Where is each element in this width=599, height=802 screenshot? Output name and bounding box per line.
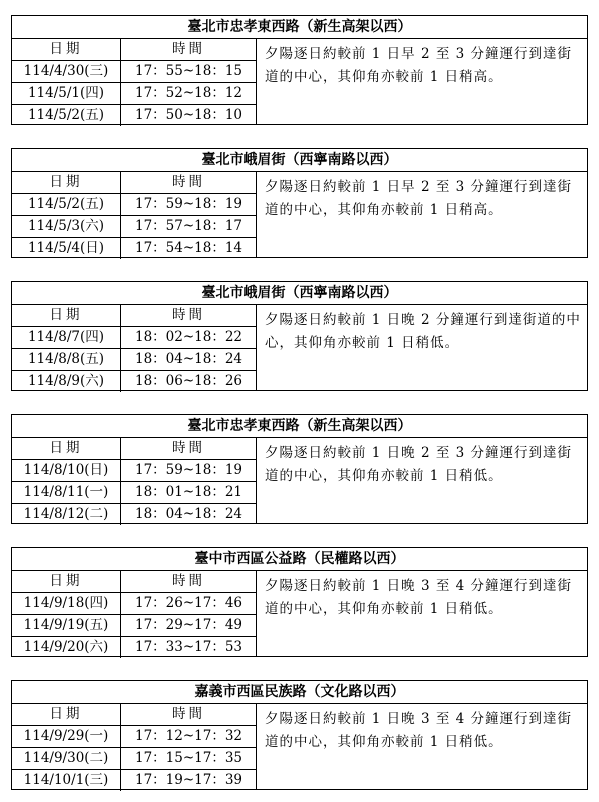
date-cell: 114/9/30(二) <box>12 748 121 769</box>
table-row <box>12 748 256 770</box>
schedule-table <box>12 305 257 391</box>
date-cell: 114/5/2(五) <box>12 194 121 215</box>
block-note: 夕陽逐日約較前 1 日晚 3 至 4 分鐘運行到達街道的中心，其仰角亦較前 1 日稍低。 <box>265 578 573 617</box>
date-cell: 114/8/11(一) <box>12 482 121 503</box>
block-note: 夕陽逐日約較前 1 日晚 2 分鐘運行到達街道的中心，其仰角亦較前 1 日稍低。 <box>265 312 581 351</box>
block-body <box>12 305 587 391</box>
date-cell: 114/5/2(五) <box>12 105 121 126</box>
date-cell: 114/8/10(日) <box>12 460 121 481</box>
schedule-table <box>12 172 257 258</box>
schedule-block <box>11 547 588 657</box>
time-cell: 18：02~18：22 <box>134 329 243 345</box>
table-row <box>12 216 256 238</box>
schedule-block <box>11 15 588 125</box>
block-note: 夕陽逐日約較前 1 日晚 2 至 3 分鐘運行到達街道的中心，其仰角亦較前 1 日稍低。 <box>265 445 573 484</box>
table-row <box>12 615 256 637</box>
time-header: 時間 <box>172 573 205 589</box>
time-cell: 17：54~18：14 <box>134 240 243 256</box>
table-row <box>12 726 256 748</box>
date-cell: 114/5/4(日) <box>12 238 121 259</box>
time-header: 時間 <box>172 41 205 57</box>
table-row <box>12 327 256 349</box>
time-cell: 18：04~18：24 <box>134 506 243 522</box>
time-cell: 17：50~18：10 <box>134 107 243 123</box>
date-cell: 114/8/9(六) <box>12 371 121 392</box>
date-cell: 114/9/19(五) <box>12 615 121 636</box>
time-cell: 17：55~18：15 <box>134 63 243 79</box>
schedule-block <box>11 148 588 258</box>
schedule-block <box>11 414 588 524</box>
date-cell: 114/10/1(三) <box>12 770 121 791</box>
date-header: 日期 <box>12 305 121 326</box>
table-row <box>12 482 256 504</box>
date-cell: 114/8/8(五) <box>12 349 121 370</box>
date-header: 日期 <box>12 571 121 592</box>
table-row <box>12 194 256 216</box>
schedule-table <box>12 704 257 790</box>
date-header: 日期 <box>12 172 121 193</box>
date-cell: 114/9/20(六) <box>12 637 121 658</box>
table-header-row <box>12 438 256 460</box>
date-cell: 114/5/1(四) <box>12 83 121 104</box>
time-header: 時間 <box>172 706 205 722</box>
table-header-row <box>12 305 256 327</box>
date-cell: 114/4/30(三) <box>12 61 121 82</box>
table-row <box>12 83 256 105</box>
schedule-table <box>12 571 257 657</box>
time-cell: 18：04~18：24 <box>134 351 243 367</box>
block-body <box>12 571 587 657</box>
block-title: 嘉義市西區民族路（文化路以西） <box>12 681 587 704</box>
date-cell: 114/9/18(四) <box>12 593 121 614</box>
time-cell: 18：01~18：21 <box>134 484 243 500</box>
time-cell: 17：52~18：12 <box>134 85 243 101</box>
block-body <box>12 438 587 524</box>
block-note: 夕陽逐日約較前 1 日晚 3 至 4 分鐘運行到達街道的中心，其仰角亦較前 1 日稍低。 <box>265 711 573 750</box>
block-title: 臺北市峨眉街（西寧南路以西） <box>12 149 587 172</box>
table-row <box>12 770 256 791</box>
date-cell: 114/8/12(二) <box>12 504 121 525</box>
block-body <box>12 39 587 125</box>
time-cell: 18：06~18：26 <box>134 373 243 389</box>
table-row <box>12 593 256 615</box>
table-header-row <box>12 39 256 61</box>
table-row <box>12 460 256 482</box>
block-title: 臺北市峨眉街（西寧南路以西） <box>12 282 587 305</box>
block-title: 臺北市忠孝東西路（新生高架以西） <box>12 415 587 438</box>
schedule-block <box>11 281 588 391</box>
date-cell: 114/5/3(六) <box>12 216 121 237</box>
date-header: 日期 <box>12 704 121 725</box>
table-header-row <box>12 172 256 194</box>
block-body <box>12 704 587 790</box>
time-cell: 17：15~17：35 <box>134 750 243 766</box>
schedule-block <box>11 680 588 790</box>
block-body <box>12 172 587 258</box>
date-header: 日期 <box>12 39 121 60</box>
time-header: 時間 <box>172 307 205 323</box>
time-cell: 17：19~17：39 <box>134 772 243 788</box>
table-header-row <box>12 704 256 726</box>
table-row <box>12 61 256 83</box>
time-header: 時間 <box>172 440 205 456</box>
date-header: 日期 <box>12 438 121 459</box>
block-note: 夕陽逐日約較前 1 日早 2 至 3 分鐘運行到達街道的中心，其仰角亦較前 1 日稍高。 <box>265 179 573 218</box>
table-row <box>12 238 256 259</box>
time-cell: 17：29~17：49 <box>134 617 243 633</box>
time-cell: 17：59~18：19 <box>134 196 243 212</box>
date-cell: 114/9/29(一) <box>12 726 121 747</box>
table-row <box>12 349 256 371</box>
time-cell: 17：12~17：32 <box>134 728 243 744</box>
time-cell: 17：57~18：17 <box>134 218 243 234</box>
time-cell: 17：33~17：53 <box>134 639 243 655</box>
block-note: 夕陽逐日約較前 1 日早 2 至 3 分鐘運行到達街道的中心，其仰角亦較前 1 日稍高。 <box>265 46 573 85</box>
schedule-table <box>12 438 257 524</box>
time-cell: 17：59~18：19 <box>134 462 243 478</box>
date-cell: 114/8/7(四) <box>12 327 121 348</box>
table-row <box>12 637 256 658</box>
table-row <box>12 371 256 392</box>
time-cell: 17：26~17：46 <box>134 595 243 611</box>
block-title: 臺中市西區公益路（民權路以西） <box>12 548 587 571</box>
block-title: 臺北市忠孝東西路（新生高架以西） <box>12 16 587 39</box>
time-header: 時間 <box>172 174 205 190</box>
schedule-table <box>12 39 257 125</box>
table-header-row <box>12 571 256 593</box>
table-row <box>12 504 256 525</box>
table-row <box>12 105 256 126</box>
